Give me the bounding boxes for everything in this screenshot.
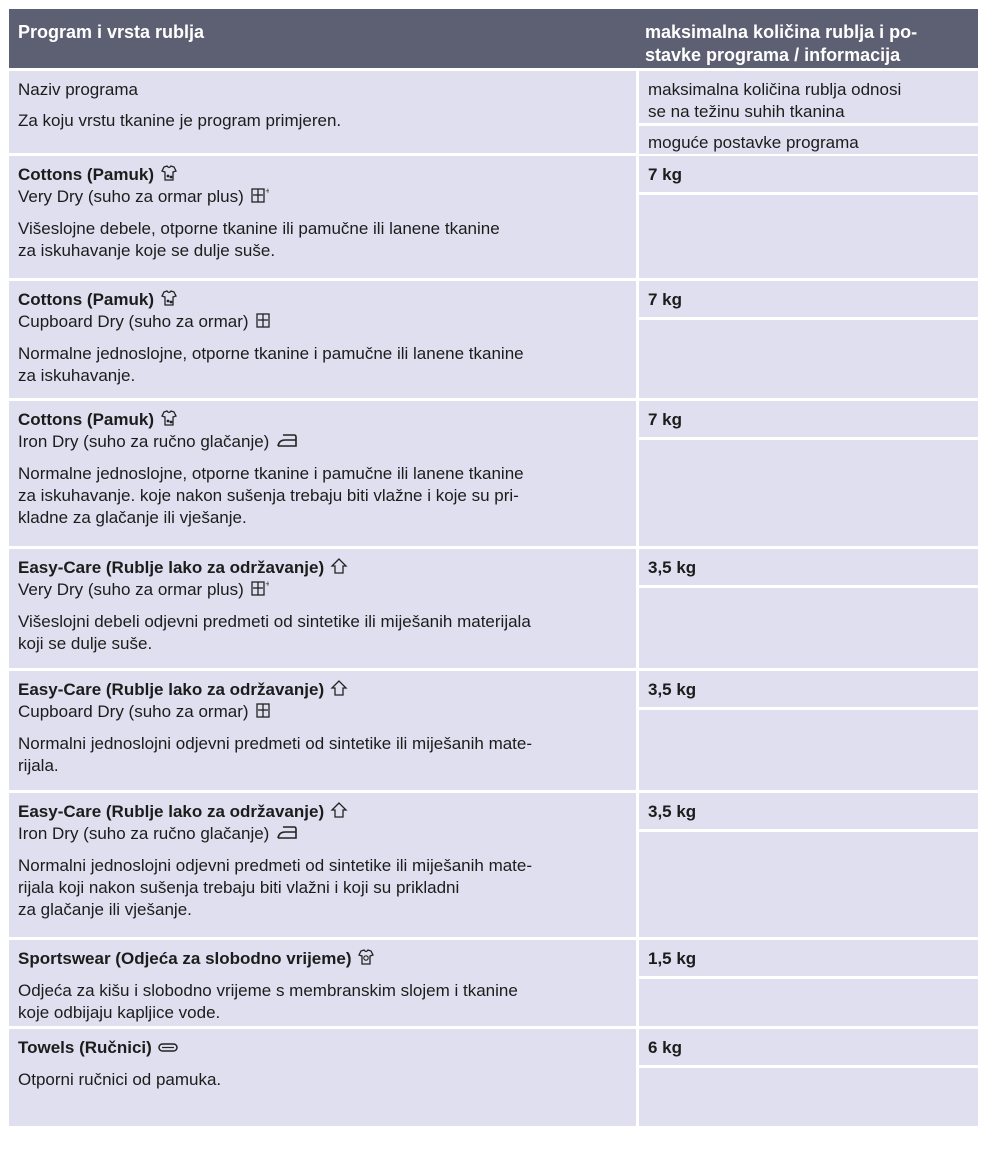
description-line: Otporni ručnici od pamuka.: [18, 1070, 222, 1089]
program-table: [9, 9, 978, 1129]
towels-icon: [158, 1038, 178, 1055]
program-setting: [18, 186, 627, 208]
settings-cell: [639, 588, 978, 668]
program-description: [18, 1069, 627, 1091]
cottons-icon: [160, 165, 178, 182]
program-row: [9, 156, 978, 281]
program-title-text: Easy-Care (Rublje lako za održavanje): [18, 680, 325, 699]
iron-dry-icon: [275, 432, 298, 449]
settings-cell: [639, 832, 978, 937]
description-line: kladne za glačanje ili vješanje.: [18, 508, 247, 527]
program-setting: [18, 579, 627, 601]
program-setting-text: Cupboard Dry (suho za ormar): [18, 702, 249, 721]
program-description: [18, 611, 627, 655]
header-max-load-line1: maksimalna količina rublja i po-: [645, 22, 918, 42]
legend-left: [9, 71, 636, 153]
program-title-text: Easy-Care (Rublje lako za održavanje): [18, 558, 325, 577]
program-description: [18, 463, 627, 529]
load-cell: [639, 793, 978, 937]
program-title: [18, 801, 627, 823]
program-cell: [9, 793, 636, 937]
description-line: za iskuhavanje. koje nakon sušenja trebaju biti vlažne i koje su pri-: [18, 486, 519, 505]
program-title: [18, 948, 627, 970]
program-title-text: Cottons (Pamuk): [18, 165, 154, 184]
program-title-text: Cottons (Pamuk): [18, 290, 154, 309]
max-load: 7 kg: [639, 156, 978, 192]
max-load: 1,5 kg: [639, 940, 978, 976]
program-setting-text: Iron Dry (suho za ručno glačanje): [18, 824, 270, 843]
settings-cell: [639, 440, 978, 546]
program-setting: [18, 823, 627, 845]
cupboard-dry-icon: [255, 312, 274, 329]
cottons-icon: [160, 290, 178, 307]
program-title-text: Easy-Care (Rublje lako za održavanje): [18, 802, 325, 821]
program-title-text: Towels (Ručnici): [18, 1038, 152, 1057]
load-cell: [639, 549, 978, 668]
settings-cell: [639, 1068, 978, 1126]
program-cell: [9, 549, 636, 668]
very-dry-icon: [250, 187, 269, 204]
max-load: 7 kg: [639, 401, 978, 437]
program-row: [9, 671, 978, 793]
program-setting-text: Very Dry (suho za ormar plus): [18, 580, 244, 599]
legend-max-line2: se na težinu suhih tkanina: [648, 102, 845, 121]
legend-max: [639, 71, 978, 123]
load-cell: [639, 156, 978, 278]
program-setting-text: Cupboard Dry (suho za ormar): [18, 312, 249, 331]
description-line: Normalni jednoslojni odjevni predmeti od sintetike ili miješanih mate-: [18, 734, 533, 753]
program-cell: [9, 156, 636, 278]
legend-right: [639, 71, 978, 153]
legend-settings: moguće postavke programa: [639, 126, 978, 154]
program-row: [9, 1029, 978, 1129]
description-line: za iskuhavanje koje se dulje suše.: [18, 241, 276, 260]
load-cell: [639, 940, 978, 1026]
max-load: 3,5 kg: [639, 671, 978, 707]
legend-row: [9, 71, 978, 156]
program-description: [18, 980, 627, 1024]
max-load: 6 kg: [639, 1029, 978, 1065]
settings-cell: [639, 979, 978, 1026]
program-title-text: Sportswear (Odjeća za slobodno vrijeme): [18, 949, 352, 968]
description-line: za iskuhavanje.: [18, 366, 136, 385]
sportswear-icon: [357, 949, 375, 966]
program-row: [9, 281, 978, 401]
table-header: [9, 9, 978, 71]
program-description: [18, 343, 627, 387]
program-setting: [18, 431, 627, 453]
program-title-text: Cottons (Pamuk): [18, 410, 154, 429]
settings-cell: [639, 320, 978, 398]
description-line: Normalni jednoslojni odjevni predmeti od sintetike ili miješanih mate-: [18, 856, 533, 875]
program-cell: [9, 281, 636, 398]
easy-care-icon: [330, 558, 348, 575]
cupboard-dry-icon: [255, 702, 274, 719]
cottons-icon: [160, 410, 178, 427]
program-setting-text: Very Dry (suho za ormar plus): [18, 187, 244, 206]
program-description: [18, 218, 627, 262]
legend-name: Naziv programa: [18, 80, 138, 99]
description-line: rijala koji nakon sušenja trebaju biti vlažni i koji su prikladni: [18, 878, 460, 897]
program-setting-text: Iron Dry (suho za ručno glačanje): [18, 432, 270, 451]
max-load: 3,5 kg: [639, 793, 978, 829]
description-line: Višeslojni debeli odjevni predmeti od sintetike ili miješanih materijala: [18, 612, 531, 631]
description-line: Višeslojne debele, otporne tkanine ili pamučne ili lanene tkanine: [18, 219, 500, 238]
legend-desc: Za koju vrstu tkanine je program primjeren.: [18, 111, 342, 130]
program-title: [18, 164, 627, 186]
program-cell: [9, 1029, 636, 1126]
program-title: [18, 557, 627, 579]
program-setting: [18, 311, 627, 333]
legend-max-line1: maksimalna količina rublja odnosi: [648, 80, 902, 99]
very-dry-icon: [250, 580, 269, 597]
program-cell: [9, 940, 636, 1026]
description-line: Normalne jednoslojne, otporne tkanine i pamučne ili lanene tkanine: [18, 344, 524, 363]
easy-care-icon: [330, 680, 348, 697]
easy-care-icon: [330, 802, 348, 819]
header-program: Program i vrsta rublja: [18, 22, 205, 42]
program-title: [18, 1037, 627, 1059]
program-row: [9, 940, 978, 1029]
program-title: [18, 679, 627, 701]
description-line: rijala.: [18, 756, 59, 775]
description-line: za glačanje ili vješanje.: [18, 900, 192, 919]
program-row: [9, 401, 978, 549]
description-line: koje odbijaju kapljice vode.: [18, 1003, 221, 1022]
program-title: [18, 289, 627, 311]
load-cell: [639, 671, 978, 790]
description-line: Odjeća za kišu i slobodno vrijeme s membranskim slojem i tkanine: [18, 981, 518, 1000]
max-load: 3,5 kg: [639, 549, 978, 585]
description-line: koji se dulje suše.: [18, 634, 153, 653]
load-cell: [639, 401, 978, 546]
program-description: [18, 855, 627, 921]
program-description: [18, 733, 627, 777]
description-line: Normalne jednoslojne, otporne tkanine i pamučne ili lanene tkanine: [18, 464, 524, 483]
header-max-load-line2: stavke programa / informacija: [645, 45, 901, 65]
load-cell: [639, 281, 978, 398]
program-row: [9, 549, 978, 671]
program-setting: [18, 701, 627, 723]
program-row: [9, 793, 978, 940]
program-cell: [9, 401, 636, 546]
iron-dry-icon: [275, 824, 298, 841]
program-title: [18, 409, 627, 431]
settings-cell: [639, 195, 978, 278]
max-load: 7 kg: [639, 281, 978, 317]
header-max-load: [636, 9, 978, 68]
settings-cell: [639, 710, 978, 790]
load-cell: [639, 1029, 978, 1126]
program-cell: [9, 671, 636, 790]
